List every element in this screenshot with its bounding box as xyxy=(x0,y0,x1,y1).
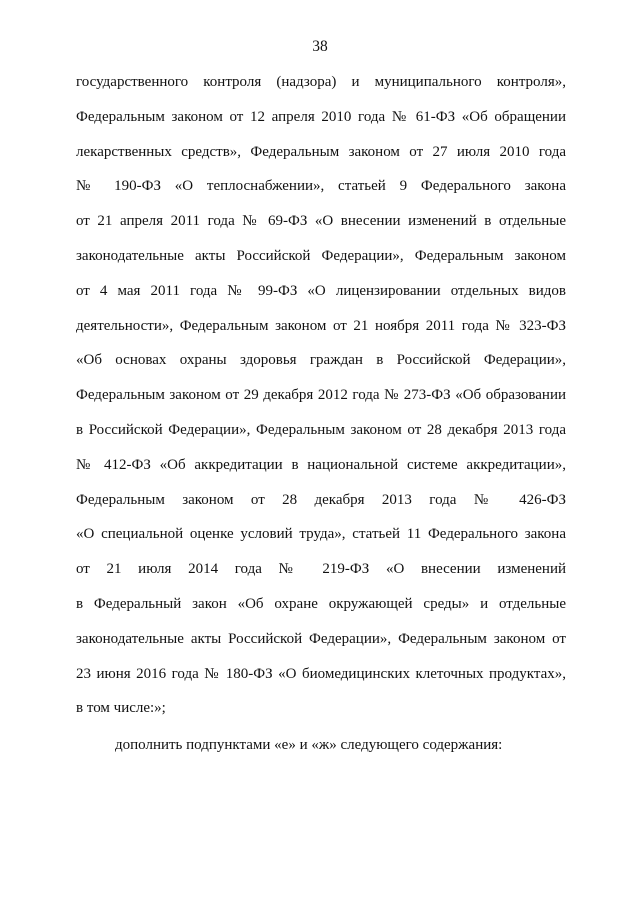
text-line: государственного контроля (надзора) и муниципального контроля», xyxy=(76,74,566,90)
text-line: Федеральным законом от 29 декабря 2012 года № 273-ФЗ «Об образовании xyxy=(76,387,566,404)
text-line: от 21 апреля 2011 года № 69-ФЗ «О внесении изменений в отдельные xyxy=(76,213,566,230)
text-line: Федеральным законом от 12 апреля 2010 года № 61-ФЗ «Об обращении xyxy=(76,108,566,125)
text-line: 23 июня 2016 года № 180-ФЗ «О биомедицинских клеточных продуктах», xyxy=(76,665,566,682)
text-line: «Об основах охраны здоровья граждан в Российской Федерации», xyxy=(76,352,566,369)
paragraph-amendment-text xyxy=(76,72,566,733)
text-line: в Российской Федерации», Федеральным законом от 28 декабря 2013 года xyxy=(76,421,566,438)
text-line: законодательные акты Российской Федерации», Федеральным законом от xyxy=(76,630,566,647)
paragraph-supplement-instruction: дополнить подпунктами «е» и «ж» следующего содержания: xyxy=(115,737,503,753)
text-line: законодательные акты Российской Федерации», Федеральным законом xyxy=(76,247,566,264)
text-line: Федеральным законом от 28 декабря 2013 года № 426-ФЗ xyxy=(76,491,566,508)
text-line: деятельности», Федеральным законом от 21 ноября 2011 года № 323-ФЗ xyxy=(76,317,566,334)
text-line: № 190-ФЗ «О теплоснабжении», статьей 9 Федерального закона xyxy=(76,178,566,195)
text-line: в Федеральный закон «Об охране окружающей среды» и отдельные xyxy=(76,595,566,612)
text-line: № 412-ФЗ «Об аккредитации в национальной системе аккредитации», xyxy=(76,456,566,473)
page-number: 38 xyxy=(312,38,328,55)
text-line-last: в том числе:»; xyxy=(76,700,166,717)
text-line: «О специальной оценке условий труда», статьей 11 Федерального закона xyxy=(76,526,566,543)
text-line: от 21 июля 2014 года № 219-ФЗ «О внесении изменений xyxy=(76,561,566,578)
text-line: лекарственных средств», Федеральным законом от 27 июля 2010 года xyxy=(76,143,566,160)
text-line: от 4 мая 2011 года № 99-ФЗ «О лицензировании отдельных видов xyxy=(76,282,566,299)
